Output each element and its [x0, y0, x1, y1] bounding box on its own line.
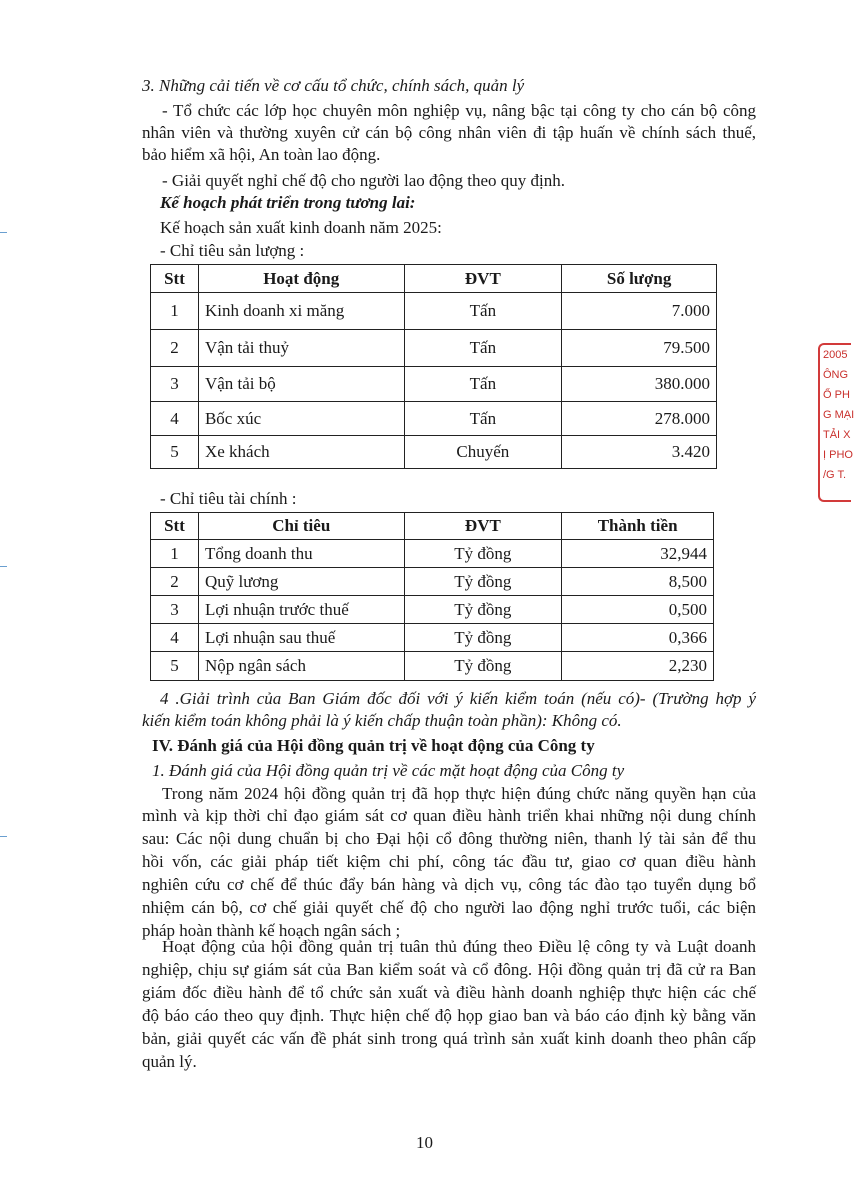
cell-stt: 5	[151, 436, 199, 469]
output-targets-table	[150, 264, 717, 469]
stamp-text: TẢI X	[823, 429, 851, 441]
paragraph-line: bản, giải quyết các vấn đề phát sinh trong quá trình sản xuất kinh doanh theo phân cấp	[142, 1029, 756, 1048]
audit-explanation-line: kiến kiểm toán không phải là ý kiến chấp thuận toàn phần): Không có.	[142, 711, 622, 730]
cell-unit: Tấn	[404, 367, 562, 402]
financial-targets-label: - Chỉ tiêu tài chính :	[160, 489, 297, 508]
table-row	[151, 367, 717, 402]
table-row	[151, 596, 714, 624]
cell-unit: Chuyến	[404, 436, 562, 469]
cell-quantity: 3.420	[562, 436, 717, 469]
cell-quantity: 380.000	[562, 367, 717, 402]
cell-stt: 3	[151, 596, 199, 624]
paragraph-line: pháp hoàn thành kế hoạch ngân sách ;	[142, 921, 401, 940]
page-number: 10	[416, 1133, 433, 1152]
cell-unit: Tỷ đồng	[404, 652, 562, 681]
cell-amount: 0,500	[562, 596, 714, 624]
header-unit: ĐVT	[404, 265, 562, 293]
cell-stt: 2	[151, 330, 199, 367]
cell-indicator: Quỹ lương	[198, 568, 404, 596]
cell-unit: Tỷ đồng	[404, 568, 562, 596]
paragraph-line: nhân viên và thường xuyên cử cán bộ công nhân viên đi tập huấn về chính sách thuế,	[142, 123, 756, 142]
cell-stt: 1	[151, 293, 199, 330]
section-heading-iv: IV. Đánh giá của Hội đồng quản trị về hoạt động của Công ty	[152, 736, 595, 755]
paragraph-line: giám đốc điều hành để tổ chức sản xuất và điều hành doanh nghiệp thực hiện các chế	[142, 983, 756, 1002]
cell-activity: Kinh doanh xi măng	[198, 293, 404, 330]
cell-stt: 2	[151, 568, 199, 596]
cell-amount: 32,944	[562, 540, 714, 568]
output-targets-label: - Chỉ tiêu sản lượng :	[160, 241, 305, 260]
table-row	[151, 330, 717, 367]
cell-activity: Bốc xúc	[198, 402, 404, 436]
cell-stt: 3	[151, 367, 199, 402]
stamp-text: ÔNG	[823, 369, 849, 381]
stamp-text: Ổ PH	[823, 389, 850, 401]
cell-activity: Xe khách	[198, 436, 404, 469]
cell-unit: Tấn	[404, 402, 562, 436]
scan-margin-mark	[0, 232, 7, 233]
paragraph-line: nghiệp, chịu sự giám sát của Ban kiểm soát và cổ đông. Hội đồng quản trị đã cử ra Ban	[142, 960, 756, 979]
cell-activity: Vận tải bộ	[198, 367, 404, 402]
paragraph-line: sau: Các nội dung chuẩn bị cho Đại hội cổ đông thường niên, thanh lý tài sản để thu	[142, 829, 756, 848]
plan-title: Kế hoạch sản xuất kinh doanh năm 2025:	[160, 218, 442, 237]
paragraph-line: quản lý.	[142, 1052, 197, 1071]
header-unit: ĐVT	[404, 513, 562, 540]
cell-stt: 4	[151, 402, 199, 436]
header-quantity: Số lượng	[562, 265, 717, 293]
table-row	[151, 402, 717, 436]
stamp-text: 2005	[823, 349, 848, 361]
section-heading-3: 3. Những cải tiến về cơ cấu tổ chức, chính sách, quản lý	[142, 76, 525, 95]
cell-stt: 1	[151, 540, 199, 568]
future-plan-heading: Kế hoạch phát triển trong tương lai:	[160, 193, 416, 212]
cell-indicator: Lợi nhuận trước thuế	[198, 596, 404, 624]
paragraph-line: hồi vốn, các giải pháp tiết kiệm chi phí, công tác đầu tư, giao cơ quan điều hành	[142, 852, 756, 871]
stamp-text: G MẠI	[823, 409, 854, 421]
cell-quantity: 278.000	[562, 402, 717, 436]
paragraph-line: nghiên cứu cơ chế để thúc đẩy bán hàng và dịch vụ, công tác đào tạo tuyển dụng bổ	[142, 875, 756, 894]
cell-amount: 0,366	[562, 624, 714, 652]
cell-activity: Vận tải thuỷ	[198, 330, 404, 367]
paragraph-line: nhiệm cán bộ, cơ chế giải quyết chế độ cho người lao động nghỉ trước tuổi, các biện	[142, 898, 756, 917]
paragraph-line: độ báo cáo theo quy định. Thực hiện chế độ họp giao ban và báo cáo định kỳ bằng văn	[142, 1006, 756, 1025]
header-amount: Thành tiền	[562, 513, 714, 540]
table-header-row	[151, 265, 717, 293]
header-stt: Stt	[151, 513, 199, 540]
header-indicator: Chỉ tiêu	[198, 513, 404, 540]
table-row	[151, 293, 717, 330]
cell-unit: Tỷ đồng	[404, 540, 562, 568]
company-seal-stamp	[818, 343, 854, 502]
cell-indicator: Tổng doanh thu	[198, 540, 404, 568]
cell-quantity: 79.500	[562, 330, 717, 367]
cell-indicator: Lợi nhuận sau thuế	[198, 624, 404, 652]
paragraph-line: bảo hiểm xã hội, An toàn lao động.	[142, 145, 381, 164]
cell-indicator: Nộp ngân sách	[198, 652, 404, 681]
cell-stt: 5	[151, 652, 199, 681]
header-activity: Hoạt động	[198, 265, 404, 293]
cell-unit: Tỷ đồng	[404, 624, 562, 652]
cell-unit: Tấn	[404, 293, 562, 330]
scan-margin-mark	[0, 836, 7, 837]
financial-targets-table	[150, 512, 714, 681]
subsection-heading-1: 1. Đánh giá của Hội đồng quản trị về các mặt hoạt động của Công ty	[152, 761, 625, 780]
stamp-text: /G T.	[823, 469, 847, 481]
scan-margin-mark	[0, 566, 7, 567]
table-row	[151, 436, 717, 469]
stamp-text: Ị PHO	[823, 449, 853, 461]
paragraph-line: mình và kịp thời chỉ đạo giám sát cơ quan điều hành triển khai những nội dung chính	[142, 806, 756, 825]
paragraph-line: - Giải quyết nghỉ chế độ cho người lao động theo quy định.	[162, 171, 565, 190]
table-row	[151, 540, 714, 568]
cell-quantity: 7.000	[562, 293, 717, 330]
table-row	[151, 568, 714, 596]
paragraph-line: Trong năm 2024 hội đồng quản trị đã họp thực hiện đúng chức năng quyền hạn của	[162, 784, 756, 803]
table-row	[151, 624, 714, 652]
cell-amount: 2,230	[562, 652, 714, 681]
table-header-row	[151, 513, 714, 540]
table-row	[151, 652, 714, 681]
cell-unit: Tỷ đồng	[404, 596, 562, 624]
paragraph-line: - Tổ chức các lớp học chuyên môn nghiệp vụ, nâng bậc tại công ty cho cán bộ công	[162, 101, 756, 120]
header-stt: Stt	[151, 265, 199, 293]
cell-stt: 4	[151, 624, 199, 652]
audit-explanation-line: 4 .Giải trình của Ban Giám đốc đối với ý kiến kiểm toán (nếu có)- (Trường hợp ý	[160, 689, 756, 708]
cell-amount: 8,500	[562, 568, 714, 596]
cell-unit: Tấn	[404, 330, 562, 367]
paragraph-line: Hoạt động của hội đồng quản trị tuân thủ đúng theo Điều lệ công ty và Luật doanh	[162, 937, 756, 956]
